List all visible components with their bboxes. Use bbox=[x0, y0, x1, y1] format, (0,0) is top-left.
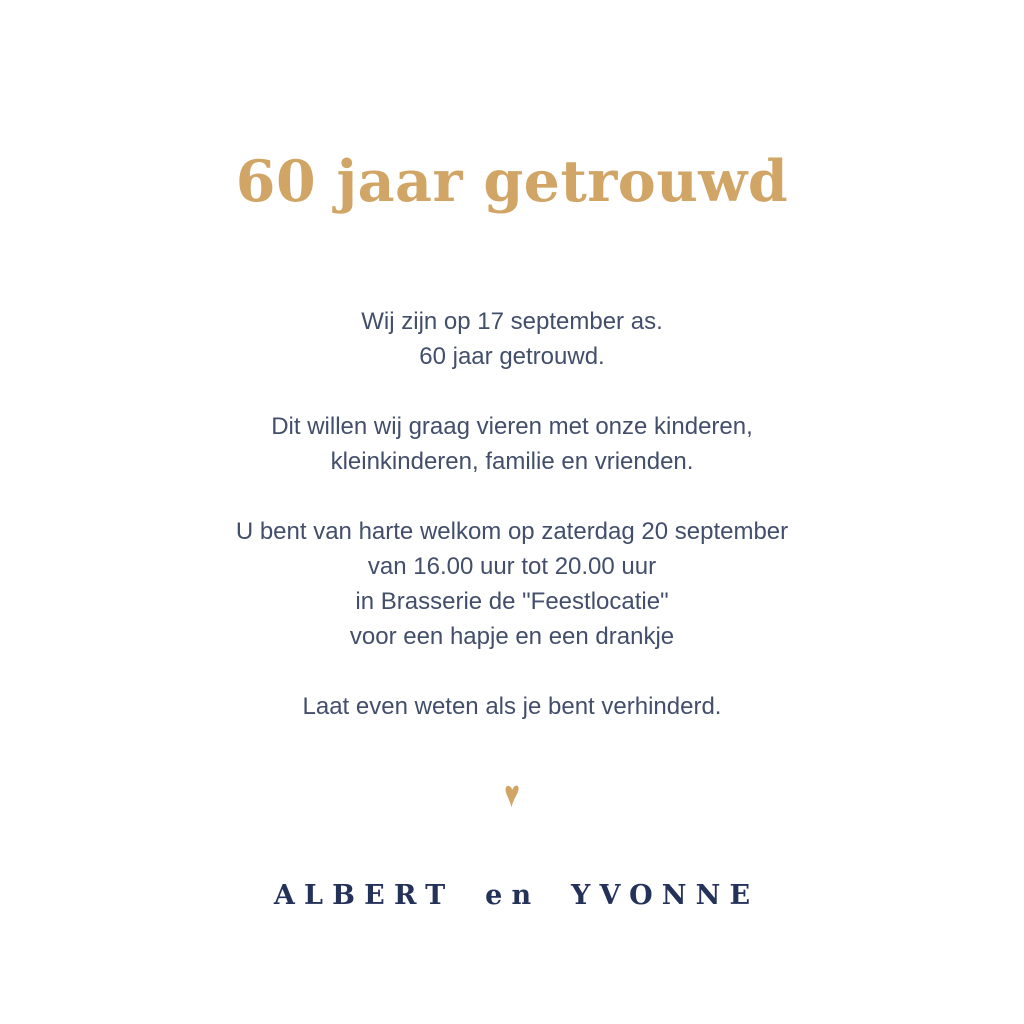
body-line: Wij zijn op 17 september as. bbox=[361, 308, 663, 335]
body-line: 60 jaar getrouwd. bbox=[419, 343, 605, 370]
body-line: Dit willen wij graag vieren met onze kinderen, bbox=[271, 413, 753, 440]
invitation-body bbox=[0, 304, 1024, 724]
heart-icon bbox=[0, 782, 1024, 814]
body-line: Laat even weten als je bent verhinderd. bbox=[302, 693, 722, 720]
paragraph-details bbox=[0, 514, 1024, 654]
paragraph-celebration bbox=[0, 409, 1024, 479]
paragraph-rsvp bbox=[0, 689, 1024, 724]
paragraph-announcement bbox=[0, 304, 1024, 374]
card-title: 60 jaar getrouwd bbox=[235, 148, 789, 215]
body-line: U bent van harte welkom op zaterdag 20 september bbox=[235, 518, 789, 545]
body-line: kleinkinderen, familie en vrienden. bbox=[330, 448, 694, 475]
couple-names: ALBERT en YVONNE bbox=[273, 880, 760, 911]
body-line: van 16.00 uur tot 20.00 uur bbox=[367, 553, 657, 580]
body-line: voor een hapje en een drankje bbox=[349, 623, 675, 650]
body-line: in Brasserie de "Feestlocatie" bbox=[355, 588, 669, 615]
